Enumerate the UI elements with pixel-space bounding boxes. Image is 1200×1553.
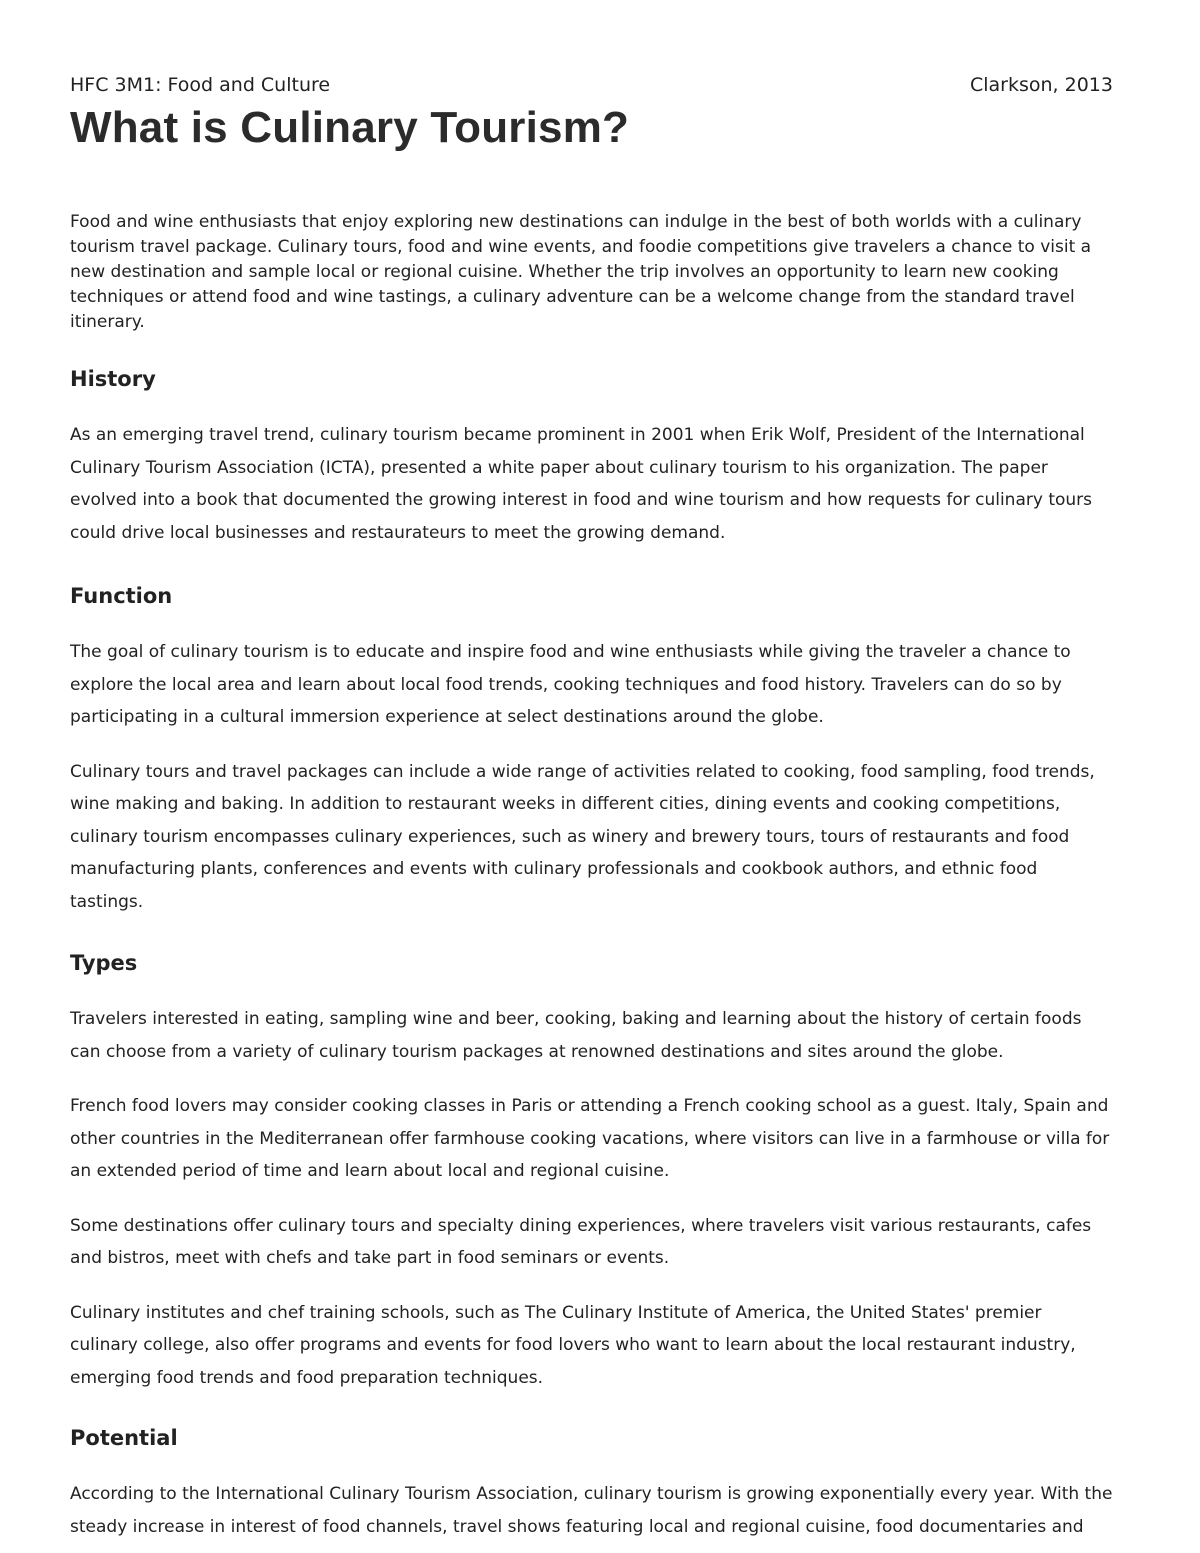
types-paragraph-4: Culinary institutes and chef training schools, such as The Culinary Institute of America, the United States' premier culinary college, also offer programs and events for food lovers who want to learn about the local restaurant industry, emerging food trends and food preparation techniques. — [70, 1302, 1076, 1388]
types-paragraph-1: Travelers interested in eating, sampling wine and beer, cooking, baking and learning about the history of certain foods can choose from a variety of culinary tourism packages at renowned destinations and sites around the globe. — [70, 1009, 1082, 1062]
history-paragraph-1: As an emerging travel trend, culinary tourism became prominent in 2001 when Erik Wolf, President of the International Culinary Tourism Association (ICTA), presented a white paper about culinary tourism to his organization. The paper evolved into a book that documented the growing interest in food and wine tourism and how requests for culinary tours could drive local businesses and restaurateurs to meet the growing demand. — [70, 425, 1093, 543]
potential-paragraph-1: According to the International Culinary Tourism Association, culinary tourism is growing exponentially every year. With the steady increase in interest of food channels, travel shows featuring local and regional cuisine, food documentaries and — [70, 1484, 1113, 1537]
author-date: Clarkson, 2013 — [969, 74, 1113, 96]
document-page — [70, 72, 1113, 1543]
section-heading-potential: Potential — [70, 1426, 178, 1450]
function-paragraph-2: Culinary tours and travel packages can include a wide range of activities related to cooking, food sampling, food trends, wine making and baking. In addition to restaurant weeks in different cities, dining events and cooking competitions, culinary tourism encompasses culinary experiences, such as winery and brewery tours, tours of restaurants and food manufacturing plants, conferences and events with culinary professionals and cookbook authors, and ethnic food tastings. — [70, 761, 1095, 912]
section-heading-history: History — [70, 367, 156, 391]
course-label: HFC 3M1: Food and Culture — [70, 74, 331, 96]
page-title: What is Culinary Tourism? — [70, 103, 630, 152]
function-paragraph-1: The goal of culinary tourism is to educate and inspire food and wine enthusiasts while giving the traveler a chance to explore the local area and learn about local food trends, cooking techniques and food history. Travelers can do so by participating in a cultural immersion experience at select destinations around the globe. — [70, 642, 1071, 727]
types-paragraph-3: Some destinations offer culinary tours and specialty dining experiences, where travelers visit various restaurants, cafes and bistros, meet with chefs and take part in food seminars or events. — [70, 1215, 1092, 1268]
section-heading-function: Function — [70, 584, 173, 608]
section-heading-types: Types — [70, 951, 138, 975]
intro-paragraph: Food and wine enthusiasts that enjoy exploring new destinations can indulge in the best of both worlds with a culinary tourism travel package. Culinary tours, food and wine events, and foodie competitions give travelers a chance to visit a new destination and sample local or regional cuisine. Whether the trip involves an opportunity to learn new cooking techniques or attend food and wine tastings, a culinary adventure can be a welcome change from the standard travel itinerary. — [70, 212, 1092, 332]
document-header — [70, 72, 1113, 98]
types-paragraph-2: French food lovers may consider cooking classes in Paris or attending a French cooking school as a guest. Italy, Spain and other countries in the Mediterranean offer farmhouse cooking vacations, where visitors can live in a farmhouse or villa for an extended period of time and learn about local and regional cuisine. — [70, 1096, 1110, 1181]
